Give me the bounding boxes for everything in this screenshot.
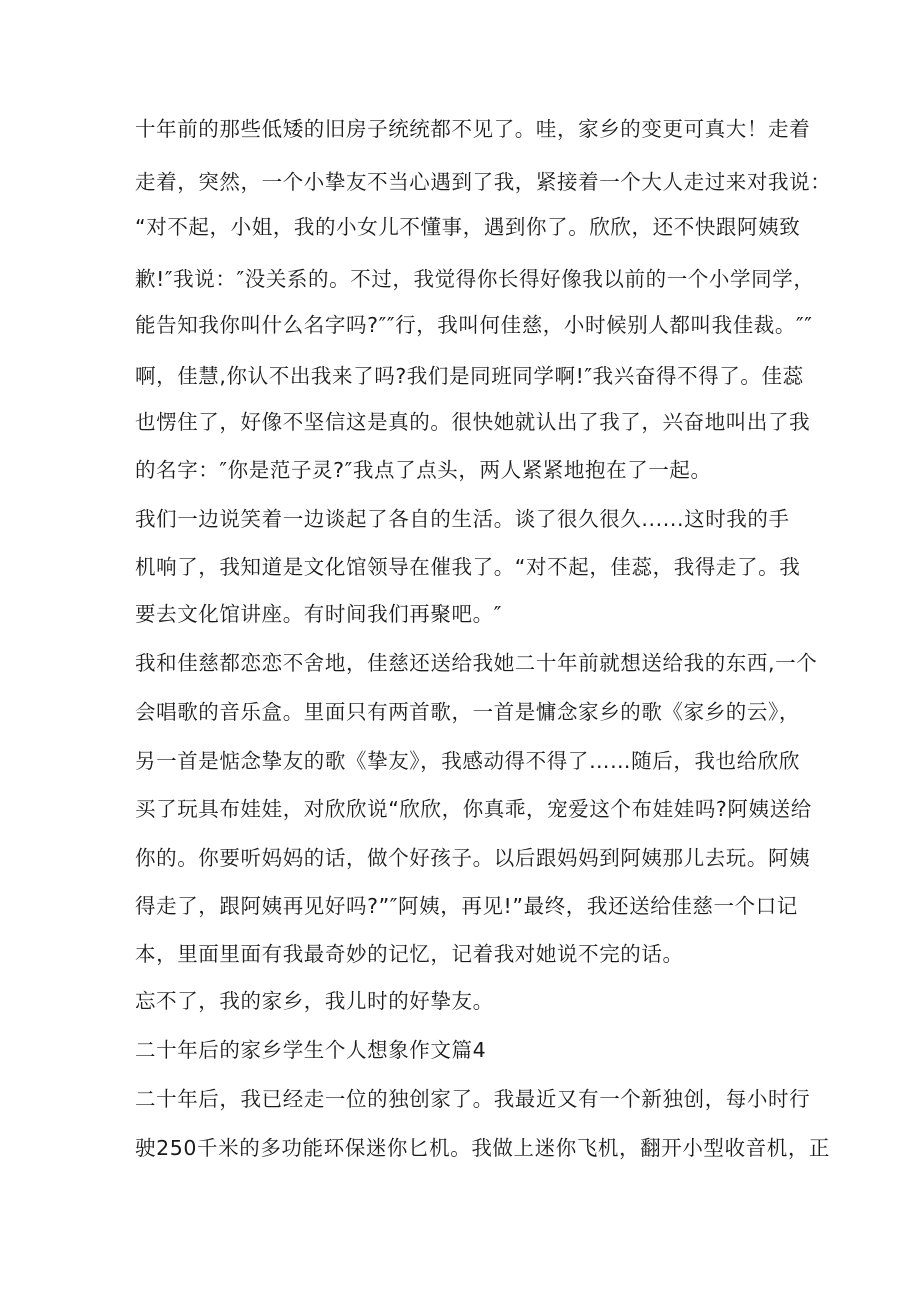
text-line: 也愣住了，好像不坚信这是真的。很快她就认出了我了，兴奋地叫出了我: [135, 410, 811, 434]
text-line: 要去文化馆讲座。有时间我们再聚吧。″: [135, 602, 502, 626]
text-line: 啊，佳慧,你认不出我来了吗?我们是同班同学啊!″我兴奋得不得了。佳蕊: [135, 364, 804, 388]
text-line: 本，里面里面有我最奇妙的记忆，记着我对她说不完的话。: [135, 942, 684, 966]
text-line: 我们一边说笑着一边谈起了各自的生活。谈了很久很久......这时我的手: [135, 507, 790, 531]
text-line: 得走了，跟阿姨再见好吗?”″阿姨，再见!”最终，我还送给佳慈一个口记: [135, 894, 798, 918]
text-line: “对不起，小姐，我的小女儿不懂事，遇到你了。欣欣，还不快跟阿姨致: [135, 215, 801, 239]
text-line: 歉!″我说：″没关系的。不过，我觉得你长得好像我以前的一个小学同学，: [135, 267, 815, 291]
text-line: 的名字：″你是范子灵?″我点了点头，两人紧紧地抱在了一起。: [135, 458, 712, 482]
text-line: 买了玩具布娃娃，对欣欣说“欣欣，你真乖，宠爱这个布娃娃吗?阿姨送给: [135, 797, 812, 821]
text-line: 我和佳慈都恋恋不舍地，佳慈还送给我她二十年前就想送给我的东西,一个: [135, 651, 818, 675]
text-line: 另一首是惦念挚友的歌《挚友》，我感动得不得了……随后，我也给欣欣: [135, 749, 800, 773]
text-line: 能告知我你叫什么名字吗?″″行，我叫何佳慈，小时候别人都叫我佳裁。″″: [135, 313, 813, 337]
text-line: 十年前的那些低矮的旧房子统统都不见了。哇，家乡的变更可真大！走着: [135, 117, 811, 141]
text-line: 会唱歌的音乐盒。里面只有两首歌，一首是慵念家乡的歌《家乡的云》，: [135, 700, 800, 724]
section-heading: 二十年后的家乡学生个人想象作文篇4: [135, 1038, 487, 1062]
text-line: 你的。你要听妈妈的话，做个好孩子。以后跟妈妈到阿姨那儿去玩。阿姨: [135, 846, 811, 870]
text-line: 走着，突然，一个小挚友不当心遇到了我，紧接着一个大人走过来对我说：: [135, 170, 832, 194]
text-line: 二十年后，我已经走一位的独创家了。我最近又有一个新独创，每小时行: [135, 1087, 811, 1111]
text-line: 忘不了，我的家乡，我儿时的好挚友。: [135, 989, 494, 1013]
text-line: 机响了，我知道是文化馆领导在催我了。“对不起，佳蕊，我得走了。我: [135, 555, 801, 579]
text-line: 驶250千米的多功能环保迷你匕机。我做上迷你飞机，翻开小型收音机，正: [135, 1136, 831, 1160]
